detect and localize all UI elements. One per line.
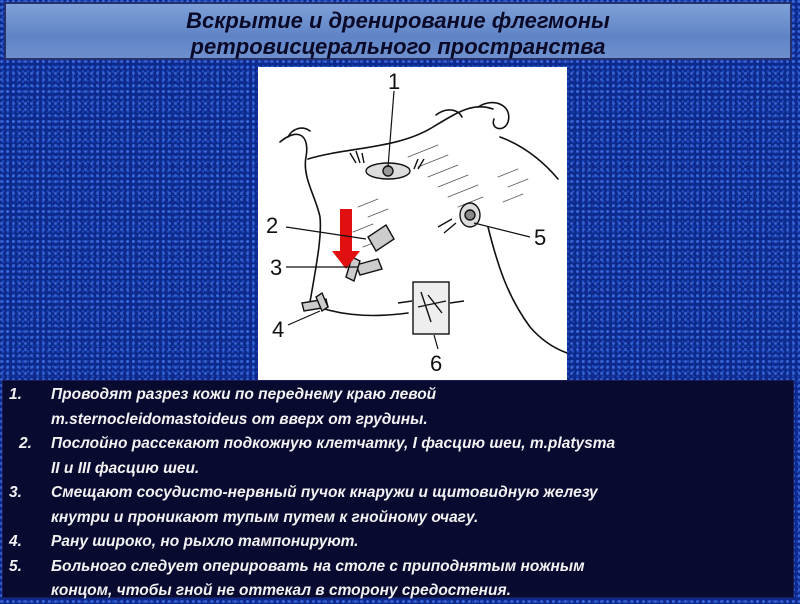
step-number: 4. (9, 533, 22, 550)
neck-contour-left (280, 134, 320, 302)
label-2: 2 (266, 213, 279, 238)
label-5: 5 (534, 225, 547, 250)
step-text: II и III фасцию шеи. (51, 459, 200, 477)
label-1: 1 (388, 69, 401, 94)
step-3 (9, 481, 787, 530)
incision-6 (398, 282, 464, 334)
slide-title (4, 2, 792, 60)
step-text: Больного следует оперировать на столе с приподнятым ножным (51, 557, 585, 575)
step-text: Рану широко, но рыхло тампонируют. (51, 533, 359, 550)
label-4: 4 (272, 317, 285, 342)
neck-contour-right (488, 227, 567, 353)
step-number: 1. (9, 386, 22, 403)
step-text: кнутри и проникают тупым путем к гнойному очагу. (51, 508, 479, 526)
step-text: Смещают сосудисто-нервный пучок кнаружи и щитовидную железу (51, 484, 598, 501)
incision-4 (302, 293, 328, 311)
step-1 (9, 383, 787, 432)
step-5 (9, 555, 787, 604)
step-text: Послойно рассекают подкожную клетчатку, I фасцию шеи, m.platysma (51, 435, 616, 452)
jaw-contour (308, 107, 493, 159)
label-6: 6 (430, 351, 443, 376)
step-text: m.sternocleidomastoideus от вверх от грудины. (51, 410, 428, 428)
step-text: Проводят разрез кожи по переднему краю левой (51, 386, 437, 403)
procedure-steps (2, 380, 794, 598)
step-text: концом, чтобы гной не оттекал в сторону средостения. (51, 582, 511, 599)
step-number: 5. (9, 557, 22, 575)
step-4 (9, 530, 787, 555)
step-number: 3. (9, 484, 22, 501)
step-2 (9, 432, 787, 481)
label-3: 3 (270, 255, 283, 280)
step-number: 2. (19, 435, 32, 452)
title-line-2: ретровисцерального пространства (190, 34, 606, 59)
title-line-1: Вскрытие и дренирование флегмоны (186, 8, 610, 33)
incision-5 (438, 203, 480, 233)
surgical-illustration (258, 67, 567, 380)
neck-drawing (258, 67, 567, 380)
